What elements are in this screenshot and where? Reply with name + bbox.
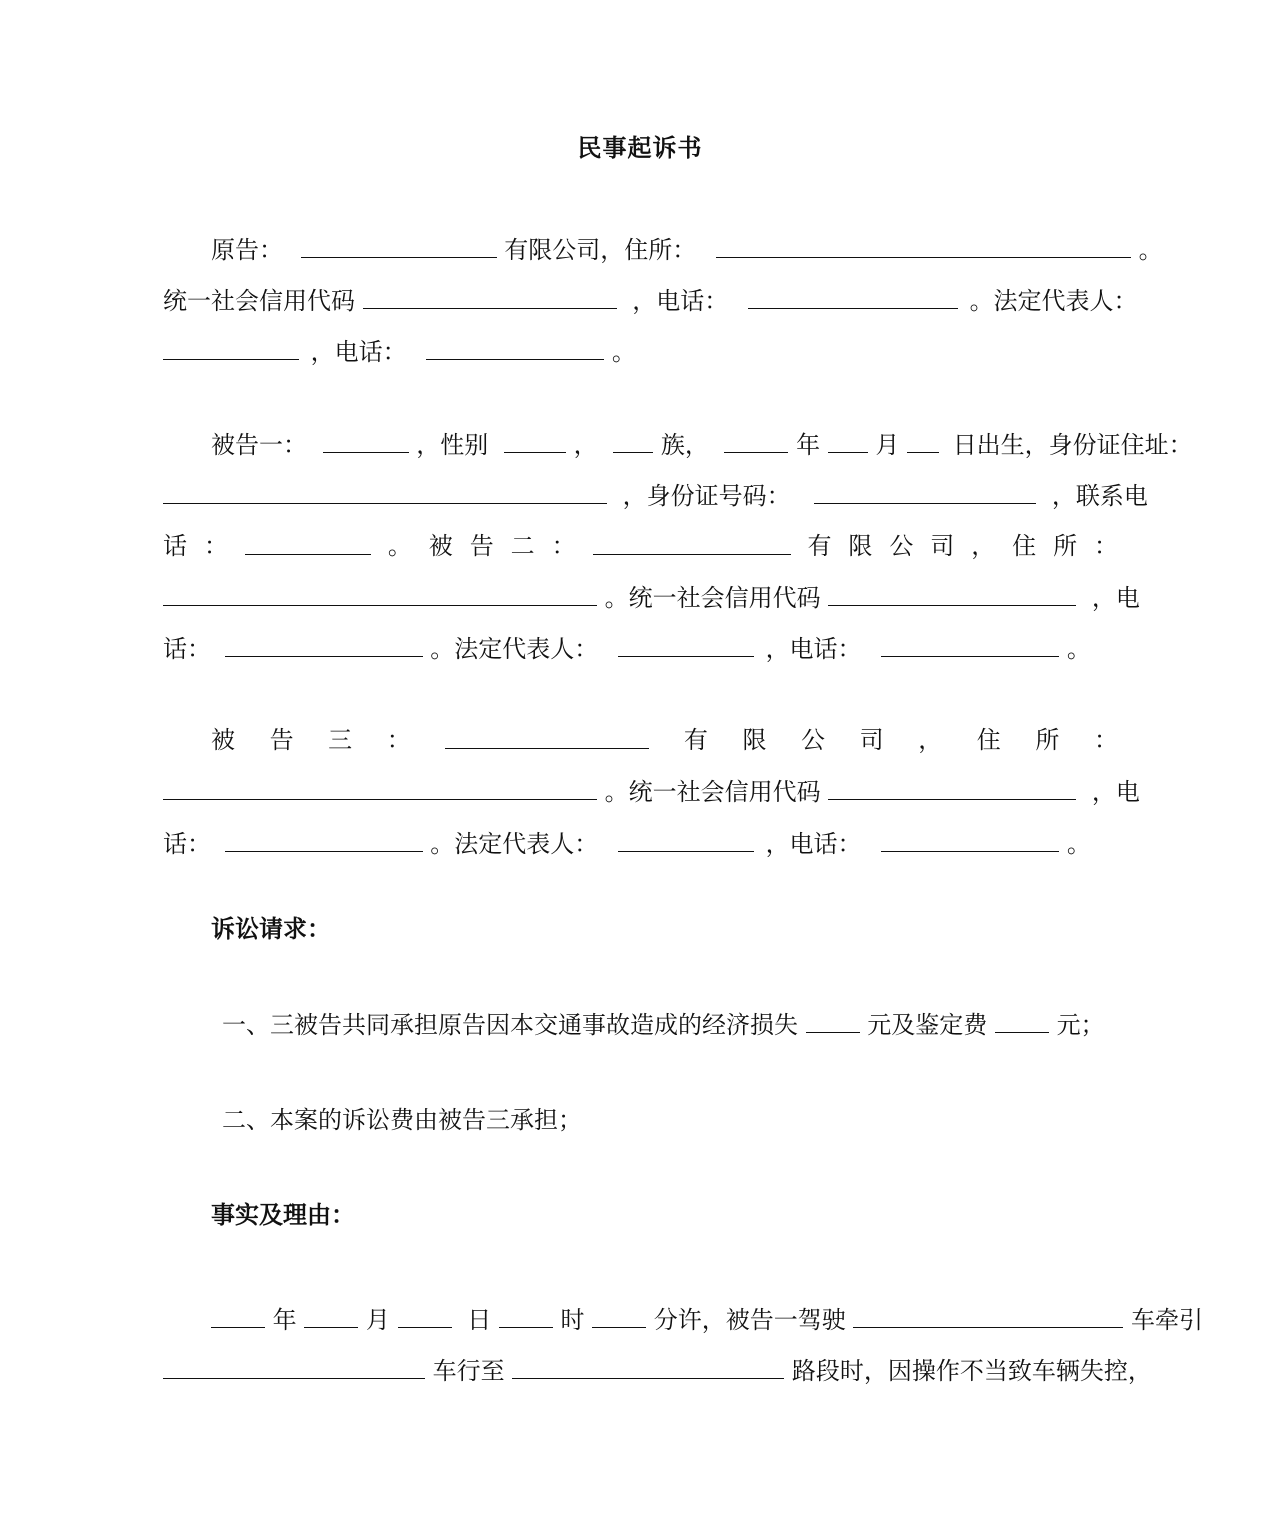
blank-field[interactable] [853,1301,1123,1328]
label: 原告： [211,236,283,264]
char: 所 [1035,726,1060,754]
blank-field[interactable] [163,333,299,360]
label: 车牵引 [1131,1306,1204,1334]
blank-field[interactable] [814,477,1036,504]
char: 司 [930,532,955,560]
label: 月 [875,431,900,459]
label: 车行至 [432,1357,505,1385]
label: ，电 [1091,584,1140,612]
char: 住 [1012,532,1037,560]
char: 告 [269,726,294,754]
label: ，电话： [765,830,862,858]
label: ，电话： [310,338,407,366]
blank-field[interactable] [323,426,409,453]
label: 。统一社会信用代码 [604,778,821,806]
char: ， [971,532,996,560]
blank-field[interactable] [225,825,423,852]
label: ，身份证号码： [622,482,791,510]
claims-heading: 诉讼请求： [211,915,331,943]
label: 被告一： [211,431,307,459]
blank-field[interactable] [881,630,1059,657]
label: ，联系电 [1051,482,1148,510]
label: 。 [1138,236,1163,264]
blank-field[interactable] [618,825,754,852]
label: 日 [467,1306,492,1334]
label: 元； [1056,1011,1105,1039]
defendant3-line-1 [211,722,1118,758]
blank-field[interactable] [512,1352,784,1379]
label: 。 [1066,830,1091,858]
blank-field[interactable] [445,722,649,749]
blank-field[interactable] [881,825,1059,852]
blank-field[interactable] [301,231,497,258]
blank-field[interactable] [499,1301,553,1328]
char: ， [918,726,943,754]
defendant2-line-1 [163,528,1118,564]
char: 所 [1053,532,1078,560]
char: ： [386,726,411,754]
char: 。 [387,532,412,560]
char: 司 [859,726,884,754]
facts-line-2 [163,1352,1152,1388]
char: 话 [163,532,187,560]
defendant1-line-1 [211,426,1193,462]
blank-field[interactable] [592,1301,646,1328]
blank-field[interactable] [613,426,653,453]
label: 一、三被告共同承担原告因本交通事故造成的经济损失 [222,1011,798,1039]
label: 有限公司，住所： [504,236,697,264]
char: ： [203,532,228,560]
char: 有 [807,532,832,560]
defendant3-line-3 [163,825,1118,861]
char: 公 [801,726,826,754]
char: 被 [211,726,235,754]
facts-line-1 [211,1301,1204,1337]
blank-field[interactable] [724,426,788,453]
defendant2-line-2 [163,579,1140,615]
defendant1-line-2 [163,477,1148,513]
label: 族， [660,431,709,459]
char: 限 [742,726,767,754]
label: ，性别 [416,431,489,459]
char: 二 [510,532,535,560]
label: ， [573,431,598,459]
label: 统一社会信用代码 [163,287,355,315]
document-title: 民事起诉书 [577,134,703,162]
blank-field[interactable] [398,1301,452,1328]
blank-field[interactable] [995,1006,1049,1033]
blank-field[interactable] [748,282,958,309]
label: ，电话： [765,635,862,663]
blank-field[interactable] [828,773,1076,800]
label: 话： [163,635,211,663]
facts-heading: 事实及理由： [211,1201,355,1229]
blank-field[interactable] [163,477,607,504]
blank-field[interactable] [163,773,597,800]
label: 。法定代表人： [430,830,599,858]
blank-field[interactable] [716,231,1131,258]
label: 路段时，因操作不当致车辆失控， [791,1357,1152,1385]
blank-field[interactable] [828,579,1076,606]
label: 年 [272,1306,297,1334]
label: 年 [796,431,821,459]
char: 有 [683,726,708,754]
label: ，电 [1091,778,1140,806]
claim-item-1 [222,1006,1118,1042]
label: 时 [560,1306,585,1334]
label: 分许，被告一驾驶 [653,1306,846,1334]
label: 。 [611,338,636,366]
blank-field[interactable] [304,1301,358,1328]
char: ： [1093,726,1118,754]
label: 日出生，身份证住址： [952,431,1193,459]
blank-field[interactable] [593,528,791,555]
plaintiff-line-2 [163,282,1138,318]
label: ，电话： [632,287,729,315]
label: 。统一社会信用代码 [604,584,821,612]
plaintiff-line-3 [163,333,1118,369]
defendant2-line-3 [163,630,1118,666]
blank-field[interactable] [225,630,423,657]
claim-item-2: 二、本案的诉讼费由被告三承担； [222,1106,582,1134]
char: ： [551,532,576,560]
char: 告 [469,532,494,560]
blank-field[interactable] [163,1352,425,1379]
label: 元及鉴定费 [867,1011,988,1039]
blank-field[interactable] [211,1301,265,1328]
char: 被 [428,532,453,560]
label: 。法定代表人： [430,635,599,663]
char: 住 [976,726,1001,754]
blank-field[interactable] [426,333,604,360]
label: 。 [1066,635,1091,663]
char: 公 [889,532,914,560]
blank-field[interactable] [245,528,371,555]
blank-field[interactable] [618,630,754,657]
blank-field[interactable] [828,426,868,453]
label: 。法定代表人： [969,287,1138,315]
blank-field[interactable] [163,579,597,606]
blank-field[interactable] [363,282,617,309]
blank-field[interactable] [504,426,566,453]
plaintiff-line-1 [211,231,1163,267]
char: ： [1094,532,1118,560]
defendant3-line-2 [163,773,1140,809]
label: 话： [163,830,211,858]
blank-field[interactable] [907,426,939,453]
blank-field[interactable] [806,1006,860,1033]
char: 三 [328,726,353,754]
char: 限 [848,532,873,560]
label: 月 [365,1306,390,1334]
